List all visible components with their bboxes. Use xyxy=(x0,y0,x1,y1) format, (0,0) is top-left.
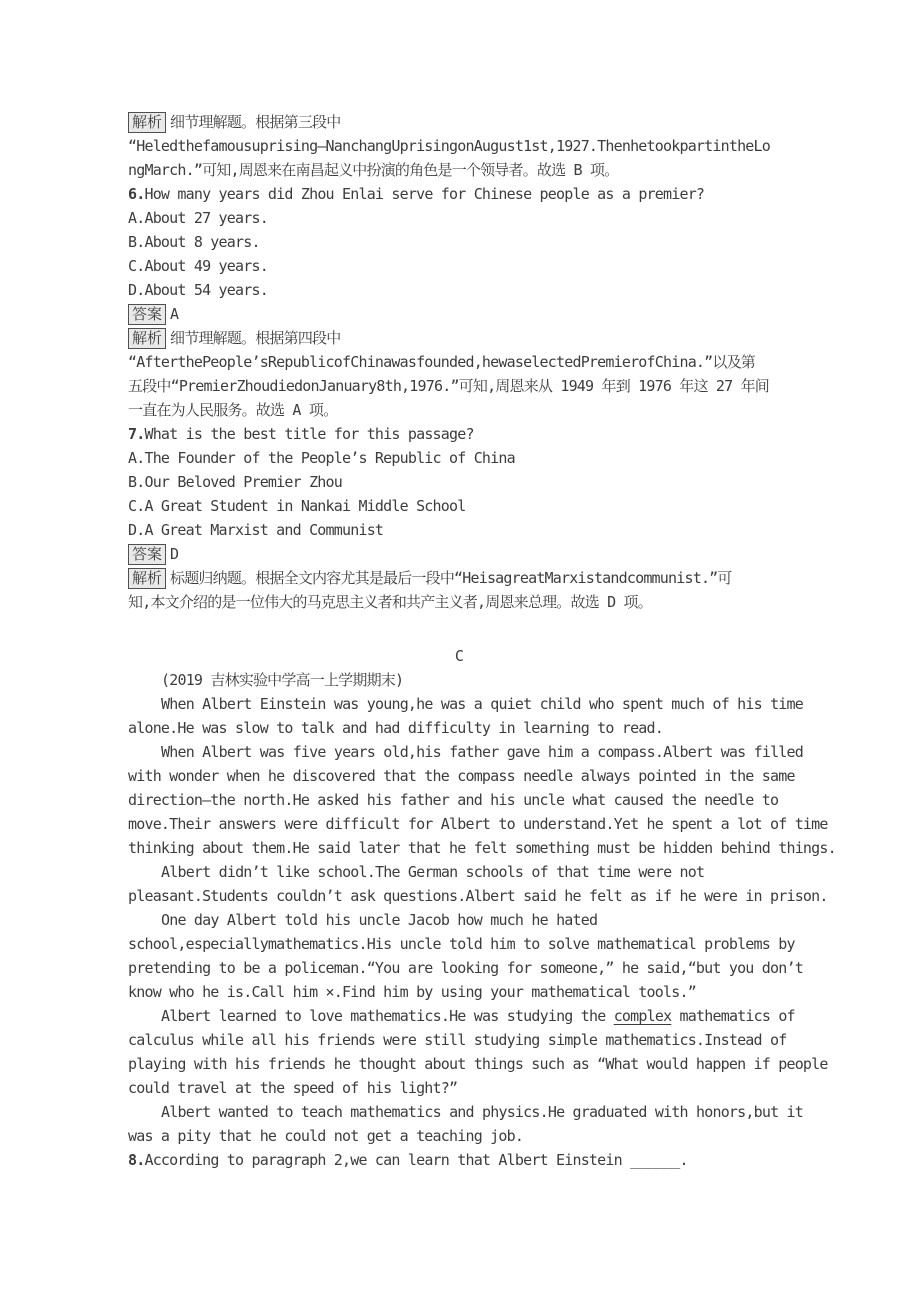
doc-line xyxy=(128,956,803,980)
doc-line xyxy=(128,350,800,374)
answer-badge: 答案 xyxy=(128,544,166,565)
text-run: Albert wanted to teach mathematics and physics.He graduated with honors,but it xyxy=(161,1103,804,1121)
document-body xyxy=(128,110,836,1172)
text-run: What is the best title for this passage? xyxy=(144,425,474,443)
text-run: 细节理解题。根据第三段中 xyxy=(170,113,341,131)
doc-line xyxy=(128,398,800,422)
text-run: pretending to be a policeman.“You are looking for someone,” he said,“but you don’t xyxy=(128,959,803,977)
doc-line xyxy=(128,668,800,692)
text-run: could travel at the speed of his light?” xyxy=(128,1079,458,1097)
question-number: 6. xyxy=(128,185,145,203)
doc-line xyxy=(128,206,800,230)
text-run: school,especiallymathematics.His uncle told him to solve mathematical problems by xyxy=(128,935,795,953)
text-run: 标题归纳题。根据全文内容尤其是最后一段中“HeisagreatMarxistandcommunist.”可 xyxy=(170,569,732,587)
underlined-word: complex xyxy=(613,1007,672,1025)
doc-line xyxy=(128,422,800,446)
text-run: How many years did Zhou Enlai serve for Chinese people as a premier? xyxy=(144,185,705,203)
doc-line xyxy=(128,788,800,812)
question-number: 7. xyxy=(128,425,145,443)
doc-line xyxy=(128,446,800,470)
doc-line xyxy=(128,518,800,542)
doc-line xyxy=(128,374,800,398)
text-run: ngMarch.”可知,周恩来在南昌起义中扮演的角色是一个领导者。故选 B 项。 xyxy=(128,161,619,179)
text-run: playing with his friends he thought about things such as “What would happen if people xyxy=(128,1055,828,1073)
doc-line xyxy=(128,470,800,494)
doc-line xyxy=(128,110,800,134)
doc-line xyxy=(128,182,800,206)
text-run: know who he is.Call him ×.Find him by using your mathematical tools.” xyxy=(128,983,696,1001)
doc-line xyxy=(128,326,800,350)
doc-line xyxy=(128,566,800,590)
text-run: B.Our Beloved Premier Zhou xyxy=(128,473,343,491)
doc-line xyxy=(128,158,800,182)
text-run: pleasant.Students couldn’t ask questions.Albert said he felt as if he were in prison. xyxy=(128,887,828,905)
answer-badge: 答案 xyxy=(128,304,166,325)
text-run: B.About 8 years. xyxy=(128,233,260,251)
analysis-badge: 解析 xyxy=(128,568,166,589)
text-run: When Albert Einstein was young,he was a quiet child who spent much of his time xyxy=(161,695,804,713)
doc-line xyxy=(128,644,800,668)
text-run: 五段中“PremierZhoudiedonJanuary8th,1976.”可知,周恩来从 1949 年到 1976 年这 27 年间 xyxy=(128,377,770,395)
doc-line xyxy=(128,860,800,884)
text-run: When Albert was five years old,his father gave him a compass.Albert was filled xyxy=(161,743,804,761)
text-run: “Heledthefamousuprising—NanchangUprisingonAugust1st,1927.ThenhetookpartintheLo xyxy=(128,137,771,155)
doc-line xyxy=(128,908,800,932)
text-run: D.About 54 years. xyxy=(128,281,268,299)
doc-line xyxy=(128,836,836,860)
doc-line xyxy=(128,764,800,788)
text-run: direction—the north.He asked his father and his uncle what caused the needle to xyxy=(128,791,779,809)
doc-line xyxy=(128,302,800,326)
text-run: 一直在为人民服务。故选 A 项。 xyxy=(128,401,338,419)
doc-line xyxy=(128,1028,800,1052)
doc-line xyxy=(128,230,800,254)
doc-line xyxy=(128,980,800,1004)
doc-line xyxy=(128,1076,800,1100)
doc-line xyxy=(128,134,800,158)
text-run: C xyxy=(454,647,464,665)
text-run: According to paragraph 2,we can learn that Albert Einstein ______. xyxy=(144,1151,688,1169)
text-run: D xyxy=(170,545,179,563)
question-number: 8. xyxy=(128,1151,145,1169)
doc-line xyxy=(128,812,828,836)
text-run: 知,本文介绍的是一位伟大的马克思主义者和共产主义者,周恩来总理。故选 D 项。 xyxy=(128,593,652,611)
doc-line xyxy=(128,494,800,518)
doc-line xyxy=(128,254,800,278)
text-run: A.About 27 years. xyxy=(128,209,268,227)
doc-line xyxy=(128,932,800,956)
doc-line xyxy=(128,740,804,764)
text-run: move.Their answers were difficult for Albert to understand.Yet he spent a lot of time xyxy=(128,815,828,833)
analysis-badge: 解析 xyxy=(128,328,166,349)
text-run: A.The Founder of the People’s Republic of China xyxy=(128,449,515,467)
doc-line xyxy=(128,1052,828,1076)
text-run: “AfterthePeople’sRepublicofChinawasfounded,hewaselectedPremierofChina.”以及第 xyxy=(128,353,755,371)
doc-line xyxy=(128,884,828,908)
text-run: Albert learned to love mathematics.He was studying the xyxy=(161,1007,614,1025)
text-run: thinking about them.He said later that he felt something must be hidden behind things. xyxy=(128,839,836,857)
text-run: Albert didn’t like school.The German schools of that time were not xyxy=(161,863,705,881)
text-run: calculus while all his friends were still studying simple mathematics.Instead of xyxy=(128,1031,787,1049)
doc-line xyxy=(128,1004,800,1028)
text-run: One day Albert told his uncle Jacob how much he hated xyxy=(161,911,598,929)
doc-line xyxy=(128,1124,800,1148)
doc-line xyxy=(128,1100,804,1124)
analysis-badge: 解析 xyxy=(128,112,166,133)
text-run: C.A Great Student in Nankai Middle School xyxy=(128,497,466,515)
text-run: alone.He was slow to talk and had difficulty in learning to read. xyxy=(128,719,664,737)
text-run: A xyxy=(170,305,179,323)
text-run: C.About 49 years. xyxy=(128,257,268,275)
doc-line xyxy=(128,278,800,302)
doc-line xyxy=(128,590,800,614)
doc-line xyxy=(128,542,800,566)
text-run: mathematics of xyxy=(671,1007,795,1025)
text-run: 细节理解题。根据第四段中 xyxy=(170,329,341,347)
text-run: D.A Great Marxist and Communist xyxy=(128,521,384,539)
doc-line xyxy=(128,1148,800,1172)
text-run: with wonder when he discovered that the compass needle always pointed in the same xyxy=(128,767,795,785)
text-run: (2019 吉林实验中学高一上学期期末) xyxy=(161,671,404,689)
doc-line xyxy=(128,716,800,740)
text-run: was a pity that he could not get a teaching job. xyxy=(128,1127,524,1145)
doc-line xyxy=(128,692,804,716)
